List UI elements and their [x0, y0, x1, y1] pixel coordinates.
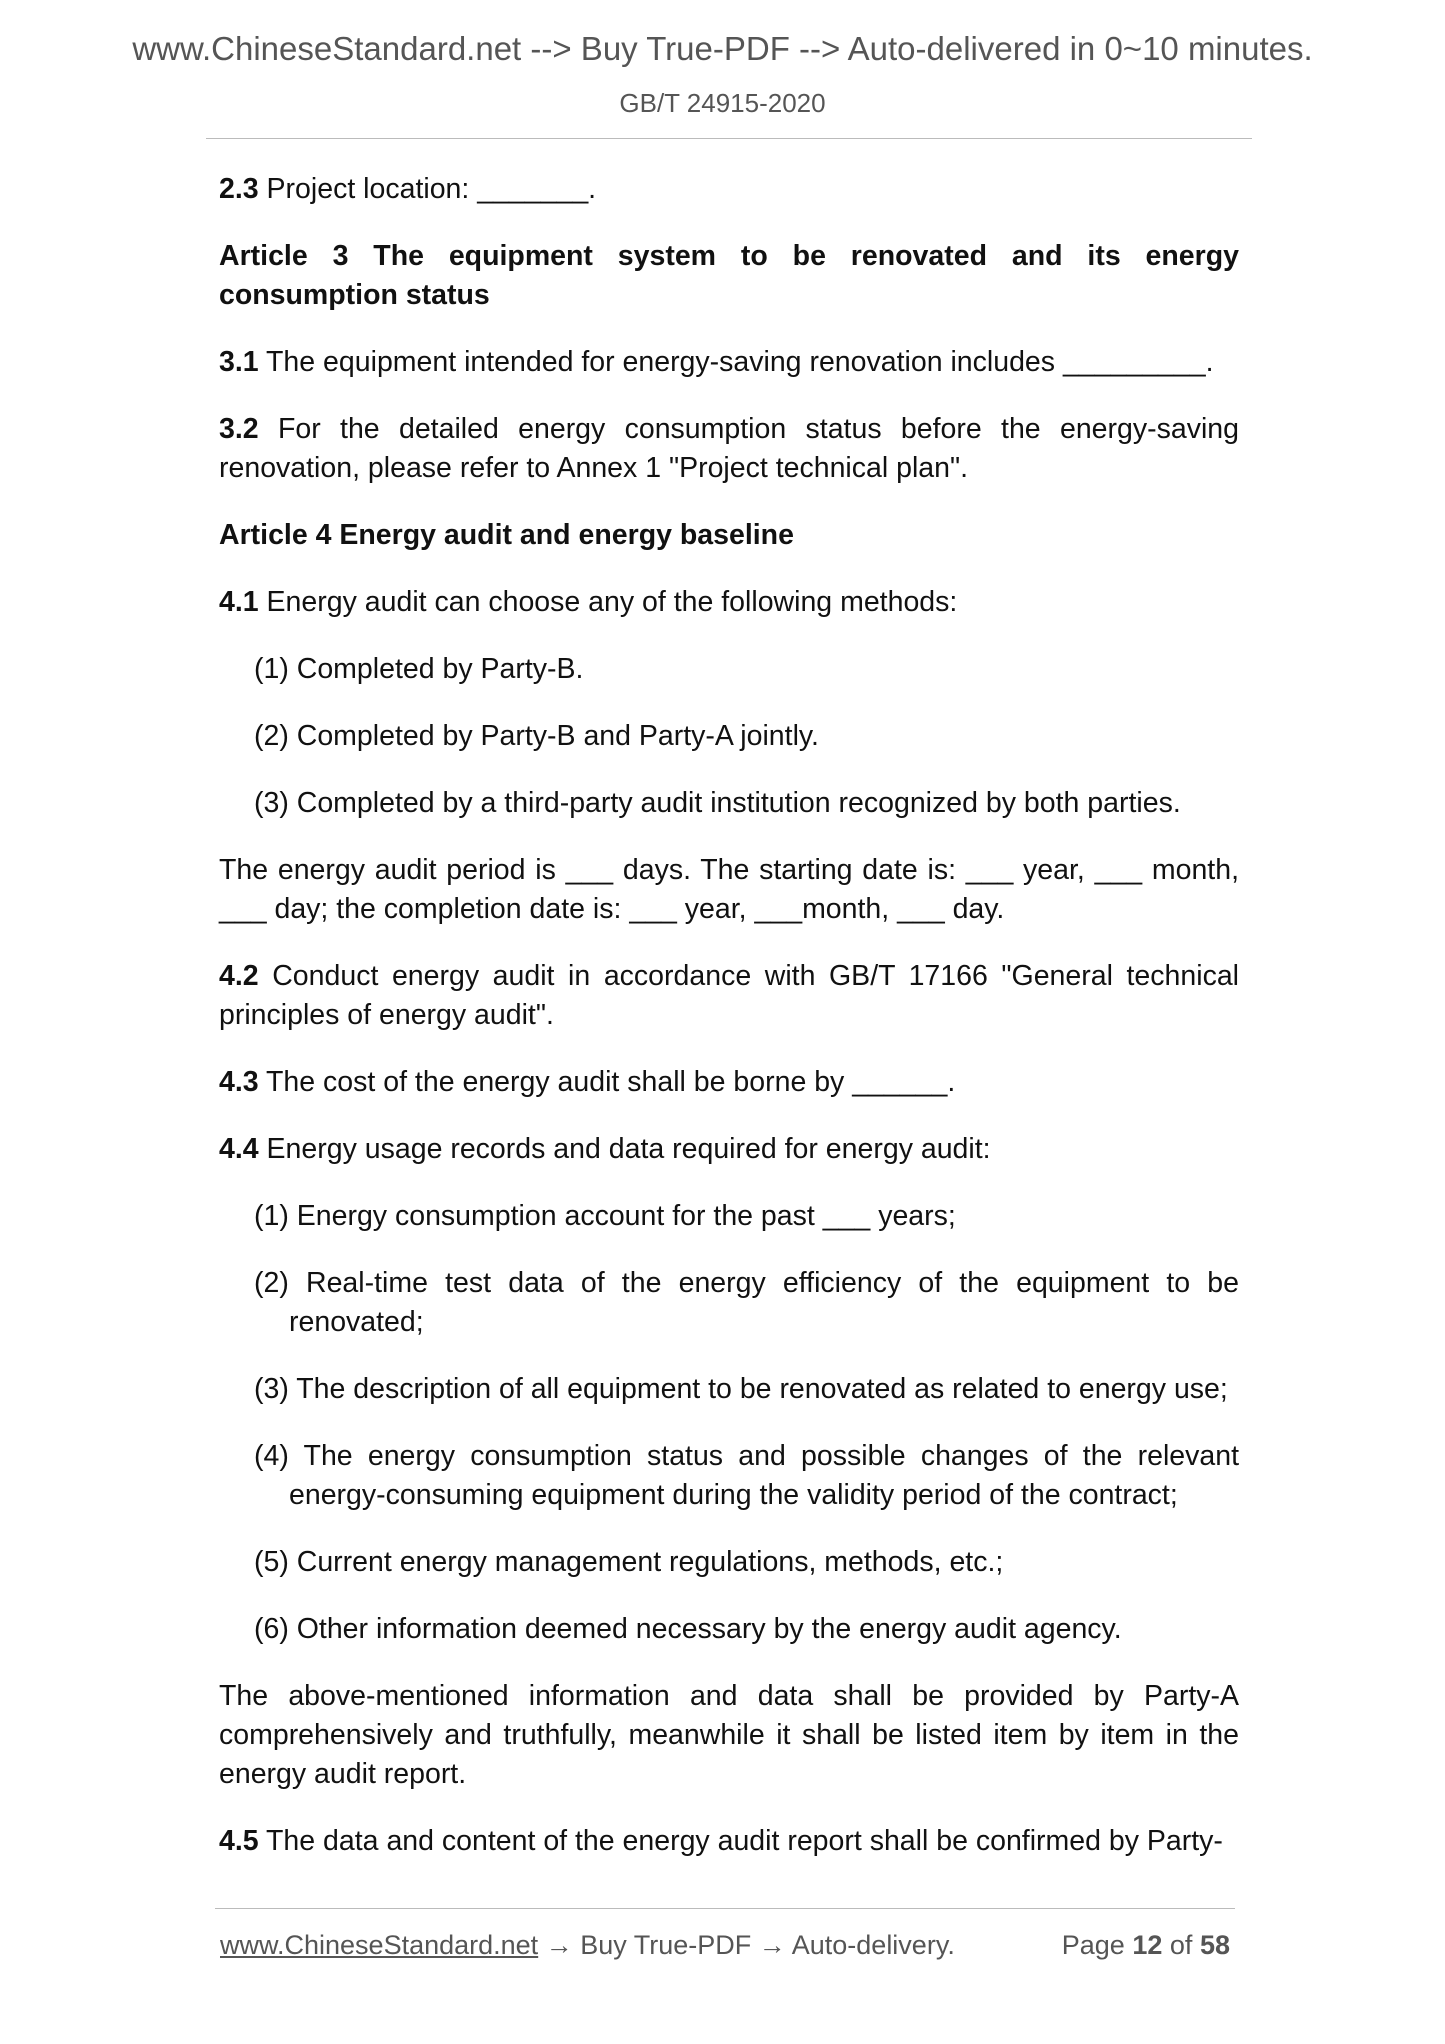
footer-tagline: → Buy True-PDF → Auto-delivery. [538, 1930, 955, 1960]
page-total: 58 [1199, 1930, 1230, 1960]
list-item-4-1-2: (2) Completed by Party-B and Party-A jointly. [254, 720, 819, 752]
clause-4-3 [219, 1063, 1239, 1102]
footer-divider [215, 1908, 1235, 1909]
page-current: 12 [1132, 1930, 1163, 1960]
list-item-4-4-4: (4) The energy consumption status and possible changes of the relevant energy-consuming equipment during the validity period of the contract; [254, 1440, 1239, 1511]
list-item-4-4-2: (2) Real-time test data of the energy efficiency of the equipment to be renovated; [254, 1267, 1239, 1338]
clause-text: Conduct energy audit in accordance with GB/T 17166 "General technical principles of energy audit". [219, 960, 1239, 1031]
article-4-heading: Article 4 Energy audit and energy baseline [219, 519, 794, 551]
information-paragraph: The above-mentioned information and data shall be provided by Party-A comprehensively and truthfully, meanwhile it shall be listed item by item in the energy audit report. [219, 1680, 1239, 1790]
clause-number: 4.2 [219, 960, 259, 992]
list-item-4-4-3: (3) The description of all equipment to be renovated as related to energy use; [254, 1373, 1228, 1405]
clause-4-4 [219, 1130, 1239, 1169]
list-item-4-1-1: (1) Completed by Party-B. [254, 653, 584, 685]
clause-4-2 [219, 957, 1239, 1035]
clause-4-1 [219, 583, 1239, 622]
clause-text: Project location: _______. [258, 173, 597, 205]
list-item-4-4-6: (6) Other information deemed necessary by the energy audit agency. [254, 1613, 1122, 1645]
top-banner: www.ChineseStandard.net --> Buy True-PDF --> Auto-delivered in 0~10 minutes. [132, 30, 1313, 67]
clause-text: The equipment intended for energy-saving renovation includes _________. [258, 346, 1214, 378]
clause-2-3 [219, 170, 1239, 209]
article-3-heading: Article 3 The equipment system to be renovated and its energy consumption status [219, 240, 1239, 311]
document-body [219, 170, 1239, 1889]
clause-text: The data and content of the energy audit report shall be confirmed by Party- [258, 1825, 1223, 1857]
header-divider [206, 138, 1252, 139]
clause-number: 3.2 [219, 413, 259, 445]
clause-3-1 [219, 343, 1239, 382]
clause-number: 4.1 [219, 586, 259, 618]
clause-number: 2.3 [219, 173, 259, 205]
clause-number: 4.3 [219, 1066, 259, 1098]
list-item-4-4-1: (1) Energy consumption account for the past ___ years; [254, 1200, 956, 1232]
clause-number: 4.4 [219, 1133, 259, 1165]
clause-text: The cost of the energy audit shall be borne by ______. [258, 1066, 956, 1098]
page-indicator [1062, 1930, 1230, 1961]
clause-3-2 [219, 410, 1239, 488]
clause-text: Energy usage records and data required for energy audit: [258, 1133, 991, 1165]
page-footer [220, 1930, 1230, 1961]
clause-text: For the detailed energy consumption status before the energy-saving renovation, please refer to Annex 1 "Project technical plan". [219, 413, 1239, 484]
footer-site-link[interactable]: www.ChineseStandard.net [220, 1930, 539, 1960]
standard-code: GB/T 24915-2020 [619, 88, 826, 118]
clause-number: 3.1 [219, 346, 259, 378]
page-label: Page [1061, 1930, 1125, 1960]
clause-4-5 [219, 1822, 1239, 1861]
page-of: of [1169, 1930, 1193, 1960]
audit-period-paragraph: The energy audit period is ___ days. The starting date is: ___ year, ___ month, ___ day; the completion date is: ___ year, ___month, ___ day. [219, 854, 1239, 925]
list-item-4-1-3: (3) Completed by a third-party audit institution recognized by both parties. [254, 787, 1181, 819]
clause-text: Energy audit can choose any of the following methods: [258, 586, 958, 618]
clause-number: 4.5 [219, 1825, 259, 1857]
list-item-4-4-5: (5) Current energy management regulations, methods, etc.; [254, 1546, 1004, 1578]
